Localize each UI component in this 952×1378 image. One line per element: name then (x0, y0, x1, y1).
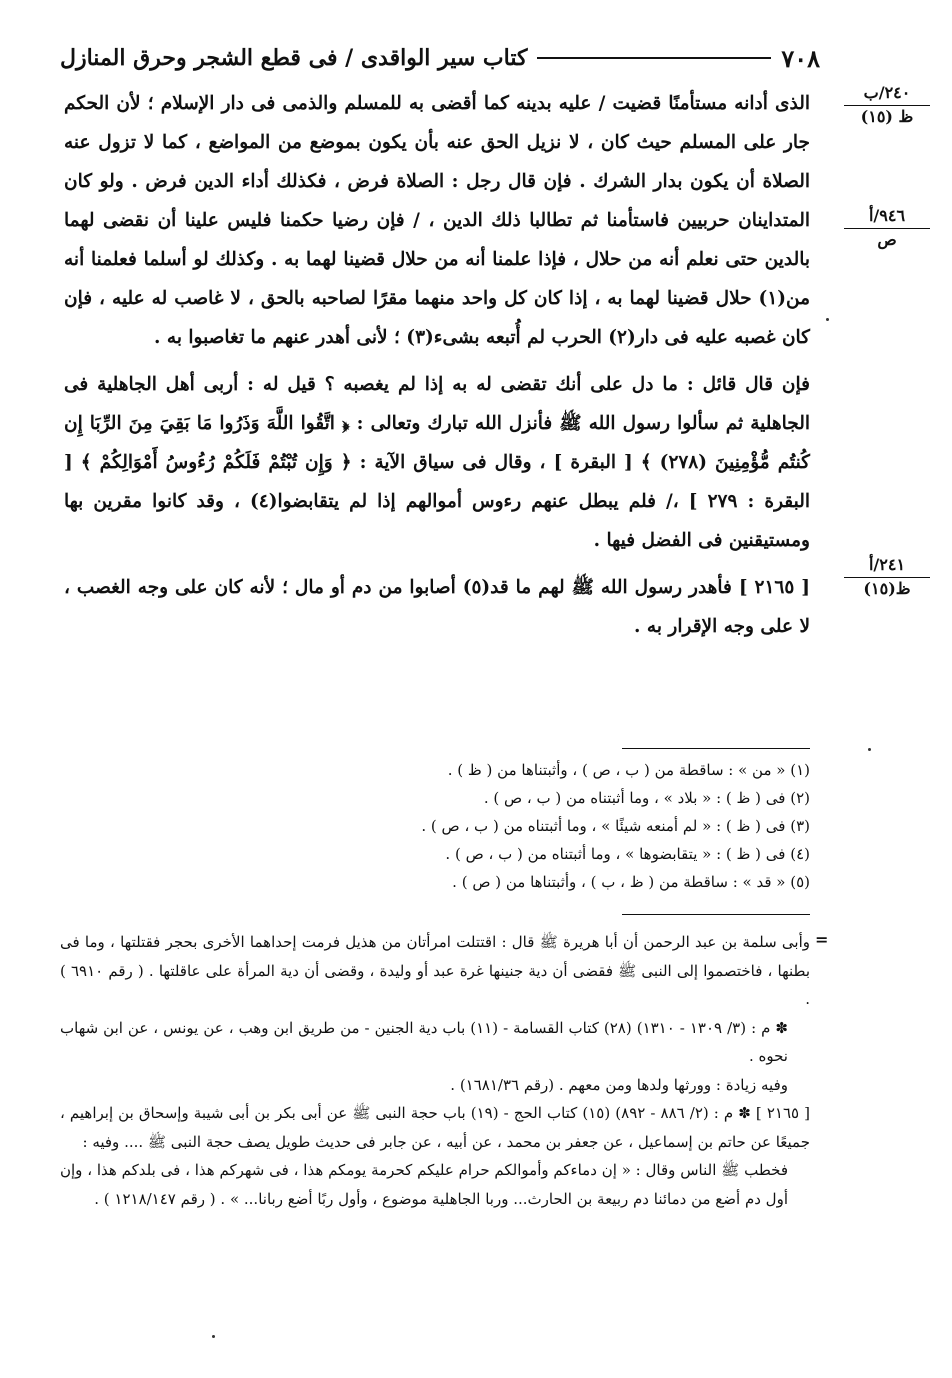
body-paragraph: الذى أدانه مستأمنًا قضيت / عليه بدينه كما أقضى به للمسلم والذمى فى دار الإسلام ؛ لأن الحكم جار على المسلم حيث كان ، لا نزيل الحق عنه بأن يكون بموضع من المواضع ، كما لا تزول عنه الصلاة أن يكون بدار الشرك . فإن قال رجل : الصلاة فرض ، فكذلك أداء الدين فرض . ولو كان المتداينان حربيين فاستأمنا ثم تطالبا ذلك الدين ، / فإن رضيا حكمنا فليس علينا أن نقضى لهما بالدين حتى نعلم أنه من حلال ، فإذا علمنا أنه من حلال قضينا لهما به . وكذلك لو أسلما فعلمنا أنه من(١) حلال قضينا لهما به ، إذا كان كل واحد منهما مقرًا لصاحبه بالحق ، لا غاصب له عليه ، فإن كان غصبه عليه فى دار(٢) الحرب لم أُتبعه بشىء(٣) ؛ لأنى أهدر عنهم ما تغاصبوا به . (64, 93, 810, 348)
footnotes (100, 756, 810, 896)
footnote: (٣) فى ( ظ ) : « لم أمنعه شيئًا » ، وما أثبتناه من ( ب ، ص ) . (421, 817, 810, 835)
margin-note (844, 554, 930, 600)
margin-note-source: ظ (١٥) (860, 107, 914, 126)
body-paragraph: [ ٢١٦٥ ] فأهدر رسول الله ﷺ لهم ما قد(٥) أصابوا من دم أو مال ؛ لأنه كان على وجه الغصب ، لا على وجه الإقرار به . (64, 577, 810, 637)
footnote: (٤) فى ( ظ ) : « يتقابضوها » ، وما أثبتناه من ( ب ، ص ) . (445, 845, 810, 863)
scan-speck (868, 748, 871, 751)
footnote: (٥) « قد » : ساقطة من ( ظ ، ب ) ، وأثبتناها من ( ص ) . (452, 873, 810, 891)
margin-note (844, 82, 930, 128)
footnote-divider (622, 748, 810, 749)
commentary-paragraph: وأبى سلمة بن عبد الرحمن أن أبا هريرة ﷺ قال : اقتتلت امرأتان من هذيل فرمت إحداهما الأخرى بحجر فقتلتها ، وما فى بطنها ، فاختصموا إلى النبى ﷺ فقضى أن دية جنينها غرة عبد أو وليدة ، وقضى أن دية المرأة على عاقلتها . ( رقم ٦٩١٠ ) . (60, 933, 810, 1008)
footnote: (١) « من » : ساقطة من ( ب ، ص ) ، وأثبتناها من ( ظ ) . (447, 761, 810, 779)
margin-note (844, 205, 930, 251)
margin-note-source: ظ(١٥) (863, 579, 911, 598)
commentary-paragraph: فخطب ﷺ الناس وقال : « إن دماءكم وأموالكم حرام عليكم كحرمة يومكم هذا ، فى شهركم هذا ، فى بلدكم هذا ، وإن أول دم أضع من دمائنا دم ربيعة بن الحارث... وربا الجاهلية موضوع ، وأول ربًا أضع ربانا... » . ( رقم ١٢١٨/١٤٧ ) . (60, 1161, 788, 1208)
margin-note-ref: ٢٤٠/ب (844, 82, 930, 106)
footnote: (٢) فى ( ظ ) : « بلاد » ، وما أثبتناه من ( ب ، ص ) . (483, 789, 810, 807)
margin-note-source: ص (877, 230, 897, 249)
commentary-divider (622, 914, 810, 915)
scan-speck (826, 318, 829, 321)
commentary-paragraph: ✽ م : (٣/ ١٣٠٩ - ١٣١٠) (٢٨) كتاب القسامة - (١١) باب دية الجنين - من طريق ابن وهب ، عن يونس ، عن ابن شهاب نحوه . (60, 1018, 788, 1065)
main-text (64, 84, 810, 646)
page-header (60, 40, 820, 76)
body-paragraph: فإن قال قائل : ما دل على أنك تقضى له به إذا لم يغصبه ؟ قيل له : أربى أهل الجاهلية فى الجاهلية ثم سألوا رسول الله ﷺ فأنزل الله تبارك وتعالى : ﴿ اتَّقُوا اللَّهَ وَذَرُوا مَا بَقِيَ مِنَ الرِّبَا إِن كُنتُم مُّؤْمِنِينَ (٢٧٨) ﴾ [ البقرة ] ، وقال فى سياق الآية : ﴿ وَإِن تُبْتُمْ فَلَكُمْ رُءُوسُ أَمْوَالِكُمْ ﴾ [ البقرة : ٢٧٩ ] ،/ فلم يبطل عنهم رءوس أموالهم إذا لم يتقابضوا(٤) ، وقد كانوا مقرين بها ومستيقنين فى الفضل فيها . (64, 374, 810, 551)
running-title: كتاب سير الواقدى / فى قطع الشجر وحرق المنازل (60, 45, 528, 71)
margin-note-ref: ٢٤١/أ (844, 554, 930, 578)
header-rule (537, 57, 771, 59)
margin-note-ref: ٩٤٦/أ (844, 205, 930, 229)
hadith-commentary (60, 928, 810, 1213)
commentary-paragraph: [ ٢١٦٥ ] ✽ م : (٢/ ٨٨٦ - ٨٩٢) (١٥) كتاب الحج - (١٩) باب حجة النبى ﷺ عن أبى بكر بن أبى شيبة وإسحاق بن إبراهيم ، جميعًا عن حاتم بن إسماعيل ، عن جعفر بن محمد ، عن أبيه ، عن جابر فى حديث طويل يصف حجة النبى ﷺ .... وفيه : (60, 1104, 810, 1151)
continuation-mark: = (815, 930, 829, 949)
page-number: ٧٠٨ (781, 43, 820, 73)
commentary-paragraph: وفيه زيادة : وورثها ولدها ومن معهم . (رقم ١٦٨١/٣٦) . (450, 1075, 788, 1094)
scan-speck (212, 1335, 215, 1338)
